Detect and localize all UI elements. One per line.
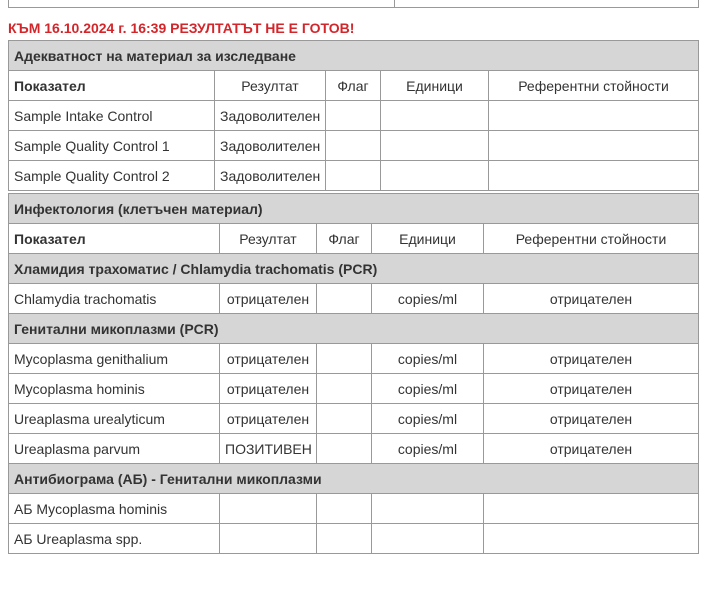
cell-ref <box>484 524 699 554</box>
cell-ref: отрицателен <box>484 434 699 464</box>
cell-param: Sample Intake Control <box>9 101 215 131</box>
table-row <box>9 161 699 191</box>
table-row <box>9 404 699 434</box>
cell-units: copies/ml <box>372 434 484 464</box>
table-row <box>9 101 699 131</box>
cell-param: АБ Ureaplasma spp. <box>9 524 220 554</box>
cell-units <box>381 101 489 131</box>
cell-result: ПОЗИТИВЕН <box>220 434 317 464</box>
cell-result <box>220 494 317 524</box>
cell-ref: отрицателен <box>484 374 699 404</box>
cell-param: Ureaplasma urealyticum <box>9 404 220 434</box>
cell-result: отрицателен <box>220 284 317 314</box>
material-adequacy-table <box>8 40 699 191</box>
group-title: Генитални микоплазми (PCR) <box>9 314 699 344</box>
column-headers: Показател Резултат Флаг Единици Референтни стойности <box>9 71 699 101</box>
section-header: Адекватност на материал за изследване <box>9 41 699 71</box>
cell-units: copies/ml <box>372 404 484 434</box>
cell-units: copies/ml <box>372 374 484 404</box>
cell-param: Sample Quality Control 1 <box>9 131 215 161</box>
cell-flag <box>317 284 372 314</box>
cell-param: Mycoplasma genithalium <box>9 344 220 374</box>
cell-param: Sample Quality Control 2 <box>9 161 215 191</box>
table-row <box>9 284 699 314</box>
cell-flag <box>317 524 372 554</box>
cell-units <box>372 494 484 524</box>
column-headers: Показател Резултат Флаг Единици Референтни стойности <box>9 224 699 254</box>
cell-flag <box>326 101 381 131</box>
group-header <box>9 254 699 284</box>
cell-units: copies/ml <box>372 284 484 314</box>
table-row <box>9 344 699 374</box>
cell-ref: отрицателен <box>484 404 699 434</box>
cell-ref <box>489 101 699 131</box>
cell-ref <box>489 131 699 161</box>
cell-param: Chlamydia trachomatis <box>9 284 220 314</box>
cell-result: отрицателен <box>220 344 317 374</box>
group-title: Антибиограма (АБ) - Генитални микоплазми <box>9 464 699 494</box>
table-row <box>9 434 699 464</box>
cell-param: АБ Mycoplasma hominis <box>9 494 220 524</box>
cell-flag <box>317 494 372 524</box>
group-header <box>9 314 699 344</box>
cell-result: Задоволителен <box>215 161 326 191</box>
cell-flag <box>317 374 372 404</box>
cell-units <box>381 131 489 161</box>
cell-ref: отрицателен <box>484 344 699 374</box>
status-banner: КЪМ 16.10.2024 г. 16:39 РЕЗУЛТАТЪТ НЕ Е ГОТОВ! <box>8 20 355 36</box>
cell-ref: отрицателен <box>484 284 699 314</box>
cell-result: Задоволителен <box>215 131 326 161</box>
cell-units <box>372 524 484 554</box>
cell-result: отрицателен <box>220 374 317 404</box>
previous-table-fragment <box>8 0 699 8</box>
cell-units <box>381 161 489 191</box>
cell-param: Mycoplasma hominis <box>9 374 220 404</box>
cell-result: отрицателен <box>220 404 317 434</box>
group-header <box>9 464 699 494</box>
cell-units: copies/ml <box>372 344 484 374</box>
cell-ref <box>484 494 699 524</box>
cell-result: Задоволителен <box>215 101 326 131</box>
cell-ref <box>489 161 699 191</box>
table-row <box>9 524 699 554</box>
cell-flag <box>326 131 381 161</box>
cell-flag <box>317 434 372 464</box>
section-header: Инфектология (клетъчен материал) <box>9 194 699 224</box>
cell-result <box>220 524 317 554</box>
cell-flag <box>317 344 372 374</box>
cell-param: Ureaplasma parvum <box>9 434 220 464</box>
infectology-table <box>8 193 699 554</box>
group-title: Хламидия трахоматис / Chlamydia trachomatis (PCR) <box>9 254 699 284</box>
cell-flag <box>317 404 372 434</box>
table-row <box>9 131 699 161</box>
table-row <box>9 374 699 404</box>
table-row <box>9 494 699 524</box>
cell-flag <box>326 161 381 191</box>
